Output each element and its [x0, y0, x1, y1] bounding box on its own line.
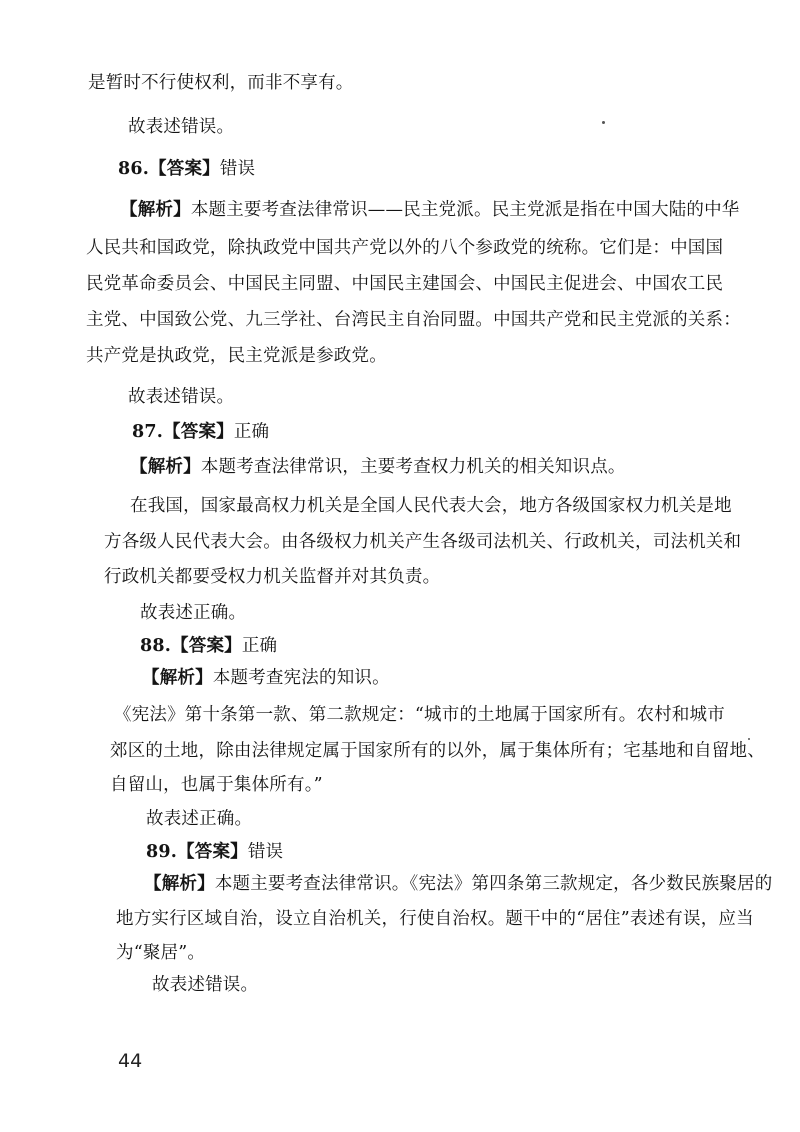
text-line: 在我国，国家最高权力机关是全国人民代表大会，地方各级国家权力机关是地: [130, 496, 732, 516]
analysis-line: [142, 667, 390, 689]
answer-value: 正确: [241, 636, 278, 656]
answer-value: 错误: [219, 159, 256, 179]
answer-heading-89: [146, 841, 283, 863]
conclusion-line: 故表述错误。: [128, 387, 235, 407]
conclusion-line: 故表述正确。: [146, 809, 253, 829]
text-line: 共产党是执政党，民主党派是参政党。: [86, 346, 387, 366]
answer-value: 错误: [247, 842, 284, 862]
text-line: 方各级人民代表大会。由各级权力机关产生各级司法机关、行政机关，司法机关和: [104, 532, 742, 552]
answer-tag: 【答案】: [171, 636, 242, 656]
analysis-line: [120, 199, 740, 221]
text-line: 为“聚居”。: [116, 943, 206, 963]
answer-heading-87: [132, 421, 269, 443]
analysis-tag: 【解析】: [130, 457, 201, 477]
analysis-text: 本题考查法律常识，主要考查权力机关的相关知识点。: [200, 457, 626, 477]
page-number: 44: [118, 1050, 143, 1072]
question-number: 87.: [132, 422, 164, 442]
text-line: 郊区的土地，除由法律规定属于国家所有的以外，属于集体所有；宅基地和自留地、: [110, 741, 765, 761]
conclusion-line: 故表述错误。: [128, 117, 235, 137]
answer-heading-86: [118, 158, 255, 180]
analysis-tag: 【解析】: [144, 874, 215, 894]
text-line: 《宪法》第十条第一款、第二款规定：“城市的土地属于国家所有。农村和城市: [114, 705, 725, 725]
answer-tag: 【答案】: [149, 159, 220, 179]
text-line: 自留山，也属于集体所有。”: [110, 775, 323, 795]
text-line: 地方实行区域自治，设立自治机关，行使自治权。题干中的“居住”表述有误，应当: [116, 909, 754, 929]
text-line: 行政机关都要受权力机关监督并对其负责。: [104, 567, 441, 587]
analysis-line: [144, 873, 772, 895]
scan-speck: [748, 738, 750, 740]
analysis-text: 本题主要考查法律常识。《宪法》第四条第三款规定，各少数民族聚居的: [214, 874, 773, 894]
conclusion-line: 故表述错误。: [152, 975, 259, 995]
question-number: 88.: [140, 636, 172, 656]
scan-speck: [602, 121, 605, 124]
analysis-tag: 【解析】: [120, 200, 191, 220]
text-line: 主党、中国致公党、九三学社、台湾民主自治同盟。中国共产党和民主党派的关系：: [86, 310, 741, 330]
analysis-line: [130, 456, 626, 478]
text-line: 人民共和国政党，除执政党中国共产党以外的八个参政党的统称。它们是：中国国: [86, 238, 724, 258]
analysis-tag: 【解析】: [142, 668, 213, 688]
question-number: 86.: [118, 159, 150, 179]
conclusion-line: 故表述正确。: [140, 603, 247, 623]
analysis-text: 本题主要考查法律常识——民主党派。民主党派是指在中国大陆的中华: [190, 200, 740, 220]
answer-heading-88: [140, 635, 277, 657]
analysis-text: 本题考查宪法的知识。: [212, 668, 390, 688]
answer-tag: 【答案】: [177, 842, 248, 862]
answer-tag: 【答案】: [163, 422, 234, 442]
text-line: 民党革命委员会、中国民主同盟、中国民主建国会、中国民主促进会、中国农工民: [86, 274, 724, 294]
answer-value: 正确: [233, 422, 270, 442]
text-line: 是暂时不行使权利，而非不享有。: [88, 73, 354, 93]
question-number: 89.: [146, 842, 178, 862]
